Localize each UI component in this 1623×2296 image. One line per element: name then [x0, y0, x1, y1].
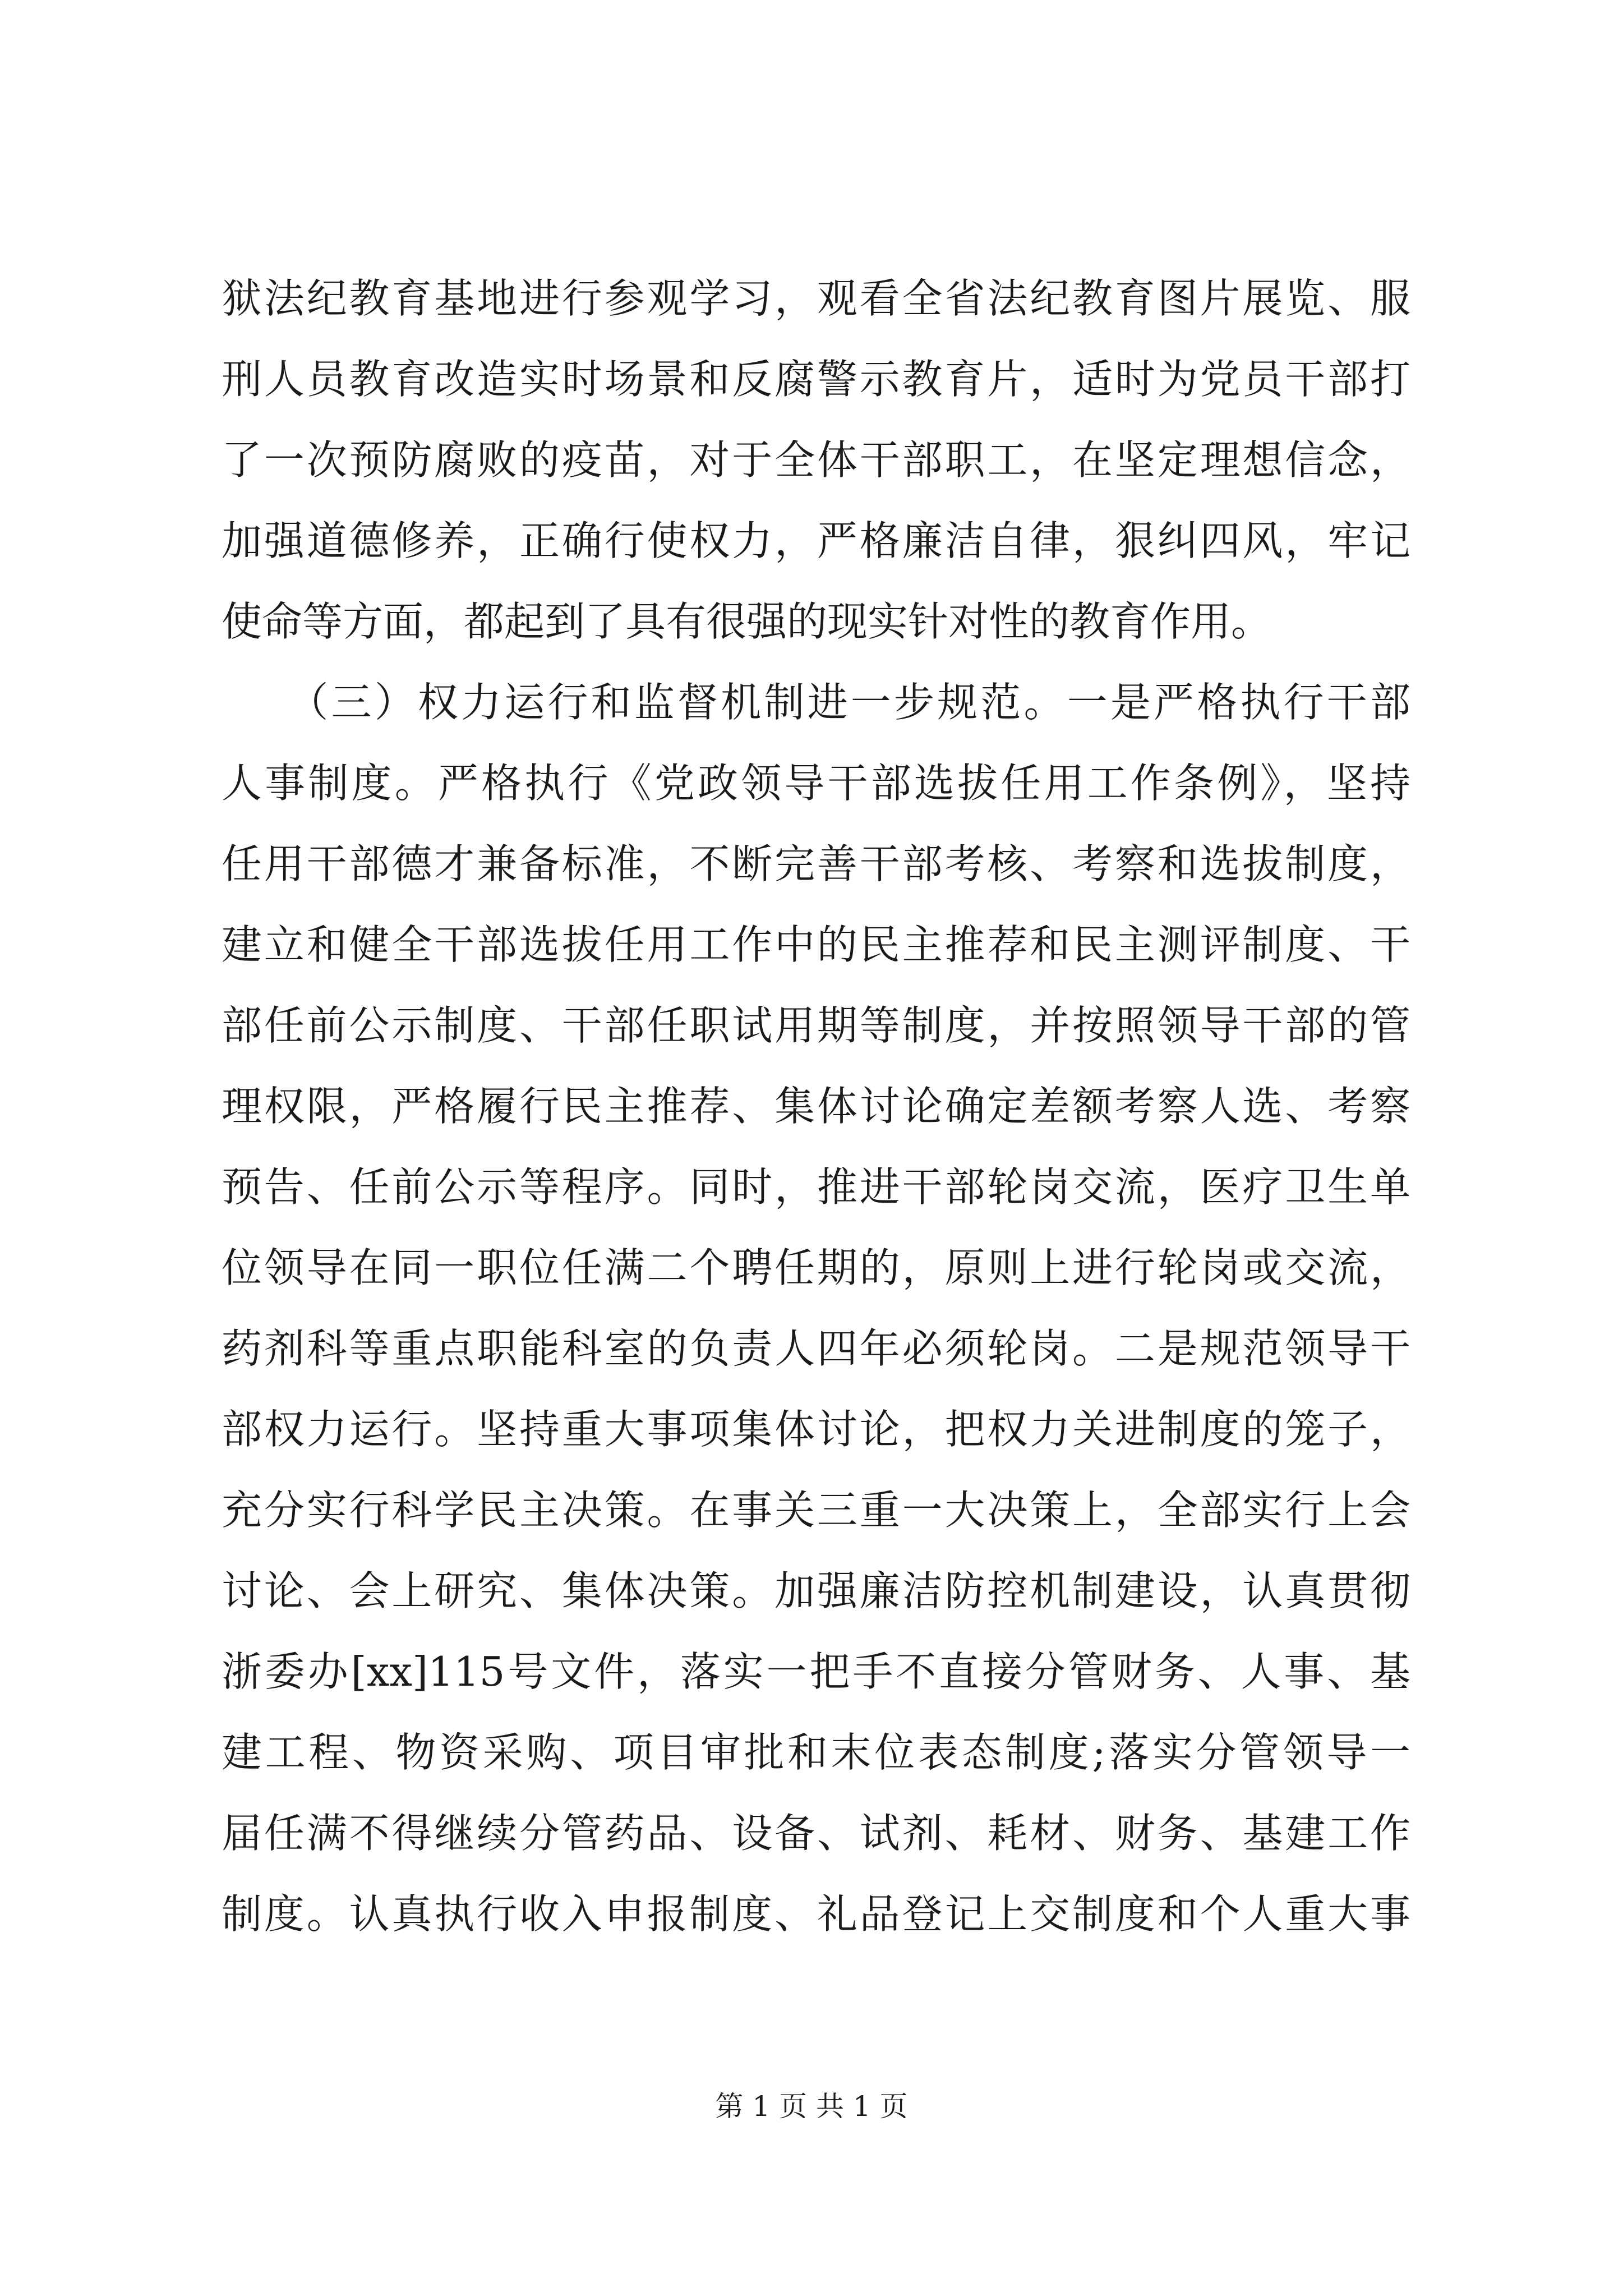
- text-line: 浙委办[xx]115号文件，落实一把手不直接分管财务、人事、基: [222, 1648, 1410, 1695]
- text-line: （三）权力运行和监督机制进一步规范。一是严格执行干部: [222, 679, 1410, 726]
- text-line: 刑人员教育改造实时场景和反腐警示教育片，适时为党员干部打: [222, 356, 1410, 403]
- text-line: 人事制度。严格执行《党政领导干部选拔任用工作条例》，坚持: [222, 760, 1410, 807]
- text-line: 任用干部德才兼备标准，不断完善干部考核、考察和选拔制度，: [222, 840, 1410, 887]
- body-text: [222, 258, 1410, 1954]
- text-line: 加强道德修养，正确行使权力，严格廉洁自律，狠纠四风，牢记: [222, 517, 1410, 564]
- text-line: 充分实行科学民主决策。在事关三重一大决策上，全部实行上会: [222, 1487, 1410, 1534]
- text-line: 预告、任前公示等程序。同时，推进干部轮岗交流，医疗卫生单: [222, 1163, 1410, 1211]
- text-line: 建立和健全干部选拔任用工作中的民主推荐和民主测评制度、干: [222, 921, 1410, 968]
- text-line: 制度。认真执行收入申报制度、礼品登记上交制度和个人重大事: [222, 1890, 1410, 1938]
- text-line: 狱法纪教育基地进行参观学习，观看全省法纪教育图片展览、服: [222, 275, 1410, 322]
- text-line: 部权力运行。坚持重大事项集体讨论，把权力关进制度的笼子，: [222, 1406, 1410, 1453]
- text-line: 讨论、会上研究、集体决策。加强廉洁防控机制建设，认真贯彻: [222, 1567, 1410, 1614]
- text-line: 药剂科等重点职能科室的负责人四年必须轮岗。二是规范领导干: [222, 1325, 1410, 1372]
- text-line: 部任前公示制度、干部任职试用期等制度，并按照领导干部的管: [222, 1002, 1410, 1049]
- page-footer: [0, 2087, 1623, 2126]
- text-line: 位领导在同一职位任满二个聘任期的，原则上进行轮岗或交流，: [222, 1244, 1410, 1291]
- text-line: 届任满不得继续分管药品、设备、试剂、耗材、财务、基建工作: [222, 1810, 1410, 1857]
- text-line: 使命等方面，都起到了具有很强的现实针对性的教育作用。: [222, 598, 1272, 645]
- page-number-label: 第 1 页 共 1 页: [715, 2090, 908, 2123]
- text-line: 建工程、物资采购、项目审批和末位表态制度;落实分管领导一: [222, 1729, 1410, 1776]
- text-line: 理权限，严格履行民主推荐、集体讨论确定差额考察人选、考察: [222, 1083, 1410, 1130]
- text-line: 了一次预防腐败的疫苗，对于全体干部职工，在坚定理想信念，: [222, 436, 1410, 484]
